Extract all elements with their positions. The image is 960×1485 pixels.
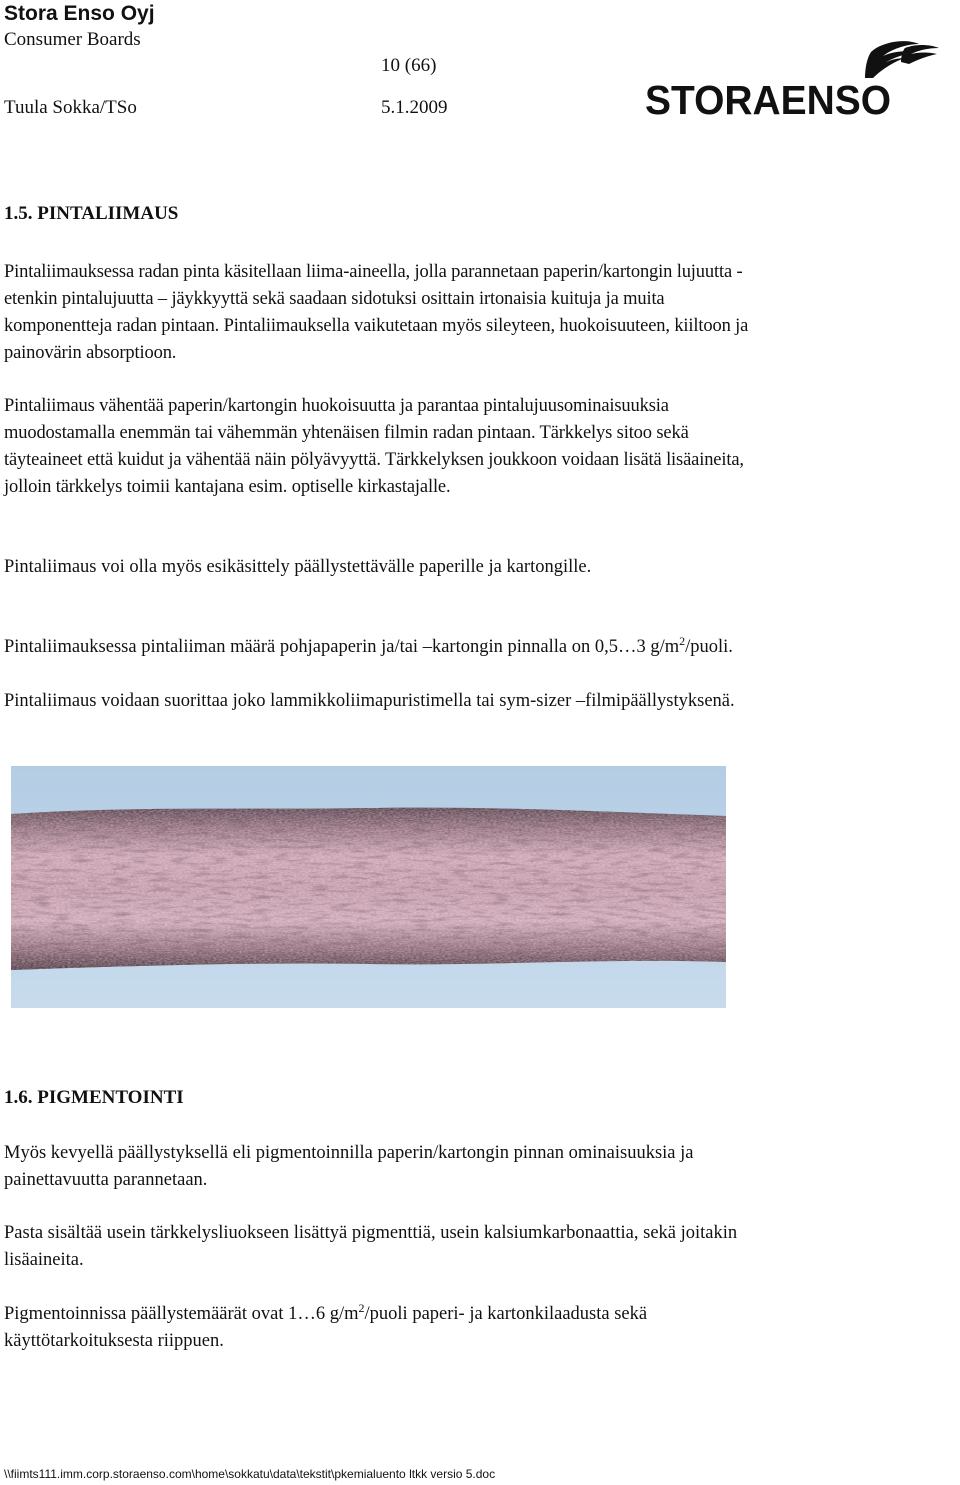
text-line: lisäaineita. bbox=[4, 1250, 84, 1270]
text-segment: /puoli paperi- ja kartonkilaadusta sekä bbox=[364, 1304, 648, 1324]
superscript: 2 bbox=[358, 1301, 365, 1315]
paragraph-pintaliimaus-intro bbox=[4, 259, 956, 367]
text-line: käyttötarkoituksesta riippuen. bbox=[4, 1331, 224, 1351]
logo-text: STORAENSO bbox=[645, 77, 891, 123]
text-line: painovärin absorptioon. bbox=[4, 343, 177, 363]
paragraph-coat-weights bbox=[4, 1301, 956, 1355]
stora-enso-logo bbox=[643, 40, 943, 125]
board-cross-section-photo bbox=[11, 766, 726, 1008]
text-segment: Pigmentoinnissa päällystemäärät ovat 1…6 g/m bbox=[4, 1304, 359, 1324]
paragraph-pasta bbox=[4, 1220, 956, 1274]
board-cross-section-image bbox=[11, 766, 726, 1008]
text-line: etenkin pintalujuutta – jäykkyyttä sekä saadaan sidotuksi osittain irtonaisia kuituja ja muita bbox=[4, 289, 665, 309]
text-line: muodostamalla enemmän tai vähemmän yhtenäisen filmin radan pintaan. Tärkkelys sitoo sekä bbox=[4, 423, 689, 443]
text-line: Pasta sisältää usein tärkkelysliuokseen lisättyä pigmenttiä, usein kalsiumkarbonaattia, sekä joitakin bbox=[4, 1223, 738, 1243]
text-line: komponentteja radan pintaan. Pintaliimauksella vaikutetaan myös sileyteen, huokoisuuteen, kiiltoon ja bbox=[4, 316, 749, 336]
paragraph-pintaliimaus-effects bbox=[4, 393, 956, 501]
paragraph-pigmentointi-intro bbox=[4, 1140, 956, 1194]
department-name: Consumer Boards bbox=[4, 29, 141, 50]
text-line: jolloin tärkkelys toimii kantajana esim. optiselle kirkastajalle. bbox=[4, 477, 451, 497]
page-number: 10 (66) bbox=[381, 55, 437, 76]
paragraph-methods: Pintaliimaus voidaan suorittaa joko lammikkoliimapuristimella tai sym-sizer –filmipäällystyksenä. bbox=[4, 691, 735, 711]
company-name: Stora Enso Oyj bbox=[4, 2, 155, 25]
superscript: 2 bbox=[679, 634, 686, 648]
section-heading-pintaliimaus: 1.5. PINTALIIMAUS bbox=[4, 203, 179, 224]
document-author: Tuula Sokka/TSo bbox=[4, 97, 137, 118]
text-line: Myös kevyellä päällystyksellä eli pigmentoinnilla paperin/kartongin pinnan ominaisuuksia ja bbox=[4, 1143, 694, 1163]
text-segment: /puoli. bbox=[685, 637, 733, 657]
text-line: Pintaliimauksessa radan pinta käsitellaan liima-aineella, jolla parannetaan paperin/kartongin lujuutta - bbox=[4, 262, 743, 282]
section-heading-pigmentointi: 1.6. PIGMENTOINTI bbox=[4, 1087, 184, 1108]
text-line: täyteaineet että kuidut ja vähentää näin pölyävyyttä. Tärkkelyksen joukkoon voidaan lisätä lisäaineita, bbox=[4, 450, 744, 470]
footer-file-path: \\fiimts111.imm.corp.storaenso.com\home\sokkatu\data\tekstit\pkemialuento ltkk versio 5.doc bbox=[4, 1467, 496, 1481]
paragraph-pretreatment: Pintaliimaus voi olla myös esikäsittely päällystettävälle paperille ja kartongille. bbox=[4, 557, 592, 577]
text-segment: Pintaliimauksessa pintaliiman määrä pohjapaperin ja/tai –kartongin pinnalla on 0,5…3 g/m bbox=[4, 637, 680, 657]
paragraph-size-amount bbox=[4, 634, 956, 661]
text-line: Pintaliimaus vähentää paperin/kartongin huokoisuutta ja parantaa pintalujuusominaisuuksia bbox=[4, 396, 669, 416]
text-line: painettavuutta parannetaan. bbox=[4, 1170, 208, 1190]
document-date: 5.1.2009 bbox=[381, 97, 448, 118]
